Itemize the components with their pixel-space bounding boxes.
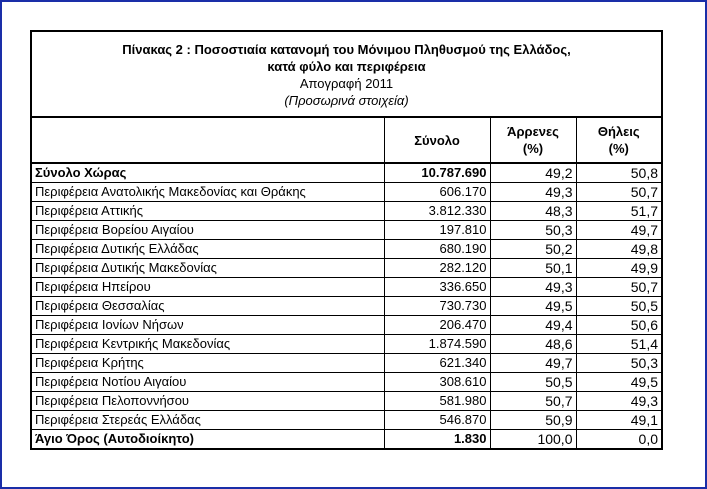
male-pct-cell: 49,2	[490, 163, 576, 183]
male-pct-cell: 50,7	[490, 392, 576, 411]
total-cell: 206.470	[384, 316, 490, 335]
female-pct-cell: 49,8	[576, 240, 661, 259]
total-cell: 3.812.330	[384, 202, 490, 221]
total-cell: 308.610	[384, 373, 490, 392]
region-cell: Περιφέρεια Ηπείρου	[32, 278, 384, 297]
table-row	[32, 259, 661, 278]
female-pct-cell: 49,9	[576, 259, 661, 278]
population-table	[32, 118, 661, 448]
table-title: Πίνακας 2 : Ποσοστιαία κατανομή του Μόνιμου Πληθυσμού της Ελλάδος,	[122, 42, 571, 57]
region-cell: Σύνολο Χώρας	[32, 163, 384, 183]
total-cell: 1.830	[384, 430, 490, 449]
region-cell: Περιφέρεια Νοτίου Αιγαίου	[32, 373, 384, 392]
male-pct-cell: 50,1	[490, 259, 576, 278]
male-pct-cell: 50,5	[490, 373, 576, 392]
total-cell: 621.340	[384, 354, 490, 373]
male-pct-cell: 48,6	[490, 335, 576, 354]
total-cell: 336.650	[384, 278, 490, 297]
region-cell: Περιφέρεια Κεντρικής Μακεδονίας	[32, 335, 384, 354]
male-header-unit: (%)	[522, 141, 544, 156]
table-row	[32, 392, 661, 411]
male-column-header	[490, 118, 576, 163]
region-cell: Περιφέρεια Ιονίων Νήσων	[32, 316, 384, 335]
female-pct-cell: 49,7	[576, 221, 661, 240]
male-pct-cell: 50,2	[490, 240, 576, 259]
male-pct-cell: 100,0	[490, 430, 576, 449]
female-header-label: Θήλεις	[597, 124, 640, 139]
female-pct-cell: 51,7	[576, 202, 661, 221]
total-cell: 730.730	[384, 297, 490, 316]
female-pct-cell: 50,7	[576, 183, 661, 202]
table-row	[32, 183, 661, 202]
region-cell: Περιφέρεια Πελοποννήσου	[32, 392, 384, 411]
male-pct-cell: 49,4	[490, 316, 576, 335]
total-cell: 10.787.690	[384, 163, 490, 183]
total-cell: 680.190	[384, 240, 490, 259]
male-pct-cell: 50,3	[490, 221, 576, 240]
table-row	[32, 221, 661, 240]
region-cell: Περιφέρεια Ανατολικής Μακεδονίας και Θράκης	[32, 183, 384, 202]
document-sheet	[30, 30, 663, 450]
table-row	[32, 163, 661, 183]
region-cell: Περιφέρεια Δυτικής Ελλάδας	[32, 240, 384, 259]
table-row	[32, 278, 661, 297]
female-pct-cell: 0,0	[576, 430, 661, 449]
provisional-note: (Προσωρινά στοιχεία)	[284, 93, 409, 108]
table-row	[32, 430, 661, 449]
total-cell: 546.870	[384, 411, 490, 430]
total-cell: 581.980	[384, 392, 490, 411]
table-row	[32, 316, 661, 335]
total-cell: 282.120	[384, 259, 490, 278]
table-title-block	[32, 32, 661, 118]
female-pct-cell: 50,5	[576, 297, 661, 316]
male-header-label: Άρρενες	[507, 124, 559, 139]
table-row	[32, 411, 661, 430]
male-pct-cell: 49,3	[490, 183, 576, 202]
female-column-header	[576, 118, 661, 163]
region-cell: Περιφέρεια Βορείου Αιγαίου	[32, 221, 384, 240]
female-pct-cell: 50,8	[576, 163, 661, 183]
total-cell: 197.810	[384, 221, 490, 240]
table-header-row	[32, 118, 661, 163]
table-row	[32, 354, 661, 373]
region-cell: Περιφέρεια Δυτικής Μακεδονίας	[32, 259, 384, 278]
table-row	[32, 335, 661, 354]
table-row	[32, 240, 661, 259]
table-subtitle: κατά φύλο και περιφέρεια	[267, 59, 426, 74]
region-cell: Περιφέρεια Θεσσαλίας	[32, 297, 384, 316]
female-pct-cell: 50,7	[576, 278, 661, 297]
total-cell: 1.874.590	[384, 335, 490, 354]
female-pct-cell: 49,5	[576, 373, 661, 392]
female-pct-cell: 51,4	[576, 335, 661, 354]
table-row	[32, 297, 661, 316]
male-pct-cell: 48,3	[490, 202, 576, 221]
male-pct-cell: 49,7	[490, 354, 576, 373]
region-column-header	[32, 118, 384, 163]
region-cell: Περιφέρεια Κρήτης	[32, 354, 384, 373]
census-year: Απογραφή 2011	[299, 76, 394, 91]
table-body	[32, 163, 661, 448]
region-cell: Περιφέρεια Στερεάς Ελλάδας	[32, 411, 384, 430]
region-cell: Περιφέρεια Αττικής	[32, 202, 384, 221]
total-cell: 606.170	[384, 183, 490, 202]
male-pct-cell: 49,3	[490, 278, 576, 297]
female-pct-cell: 50,6	[576, 316, 661, 335]
female-pct-cell: 49,1	[576, 411, 661, 430]
total-column-header: Σύνολο	[384, 118, 490, 163]
table-row	[32, 373, 661, 392]
male-pct-cell: 49,5	[490, 297, 576, 316]
region-cell: Άγιο Όρος (Αυτοδιοίκητο)	[32, 430, 384, 449]
male-pct-cell: 50,9	[490, 411, 576, 430]
female-pct-cell: 49,3	[576, 392, 661, 411]
female-pct-cell: 50,3	[576, 354, 661, 373]
female-header-unit: (%)	[608, 141, 629, 156]
table-row	[32, 202, 661, 221]
